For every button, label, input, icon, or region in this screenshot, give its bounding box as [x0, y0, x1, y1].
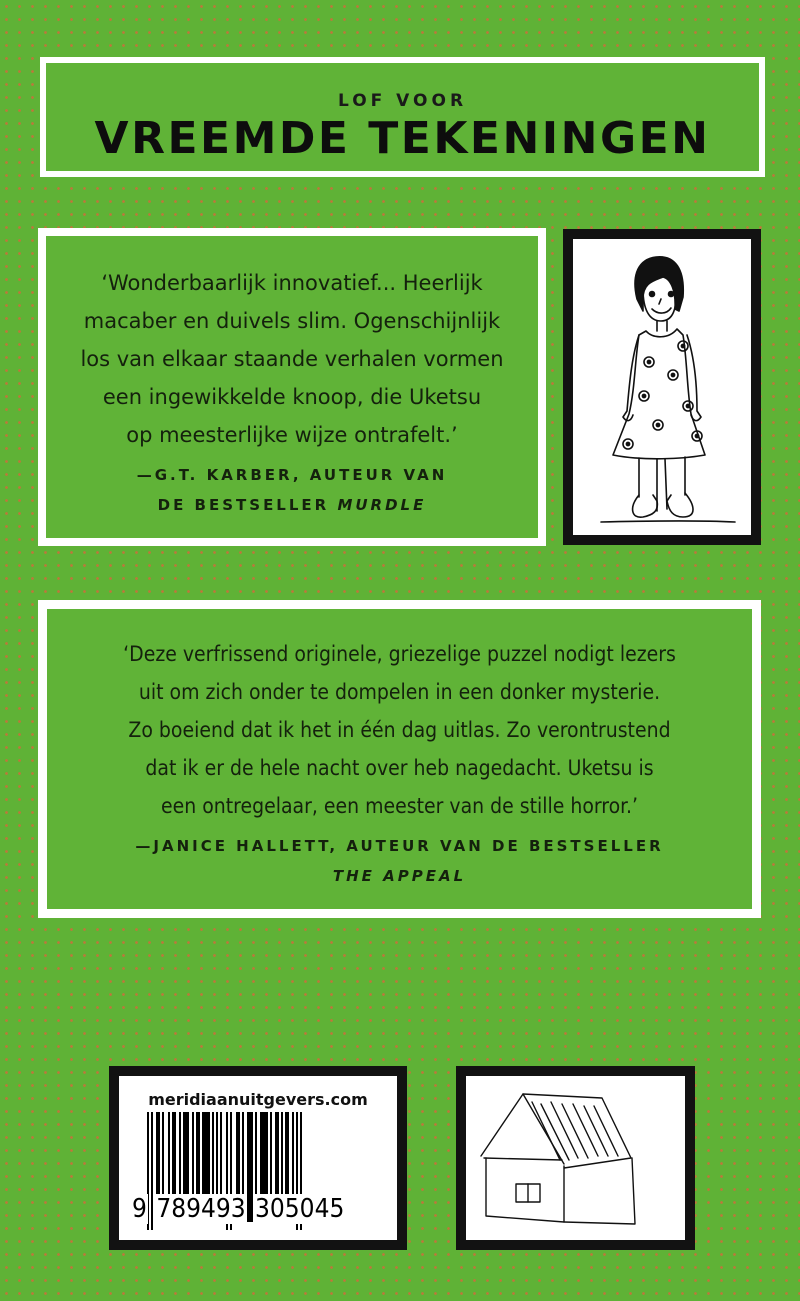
girl-illustration-frame	[563, 229, 761, 545]
review-1-attribution	[46, 460, 538, 520]
quote-line: macaber en duivels slim. Ogenschijnlijk	[83, 309, 501, 333]
barcode-frame	[109, 1066, 407, 1250]
review-2-panel	[47, 609, 752, 909]
attribution-line: —G.T. KARBER, AUTEUR VAN	[136, 466, 448, 484]
header-frame	[40, 57, 765, 177]
book-name: MURDLE	[337, 496, 427, 514]
house-illustration	[466, 1076, 685, 1240]
quote-line: ‘Deze verfrissend originele, griezelige puzzel nodigt lezers	[123, 642, 676, 666]
isbn-group-2: 305045	[255, 1194, 345, 1224]
review-2-quote	[47, 635, 752, 825]
isbn-number	[131, 1194, 345, 1224]
barcode-panel	[119, 1076, 397, 1240]
quote-line: los van elkaar staande verhalen vormen	[80, 347, 504, 371]
quote-line: op meesterlijke wijze ontrafelt.’	[126, 423, 458, 447]
review-2-attribution	[47, 831, 752, 891]
book-title: VREEMDE TEKENINGEN	[94, 113, 711, 164]
house-illustration-frame	[456, 1066, 695, 1250]
review-2-frame	[38, 600, 761, 918]
review-1-panel	[46, 236, 538, 538]
book-name: THE APPEAL	[332, 867, 467, 885]
review-1-quote	[46, 264, 538, 454]
isbn-group-1: 789493	[156, 1194, 246, 1224]
header-panel	[46, 63, 759, 171]
house-drawing-icon	[466, 1076, 685, 1240]
girl-drawing-icon	[573, 239, 751, 535]
attribution-text: DE BESTSELLER	[157, 496, 338, 514]
attribution-line: —JANICE HALLETT, AUTEUR VAN DE BESTSELLER	[135, 837, 664, 855]
quote-line: ‘Wonderbaarlijk innovatief... Heerlijk	[101, 271, 483, 295]
review-1-frame	[38, 228, 546, 546]
attribution-line	[46, 490, 538, 520]
quote-line: Zo boeiend dat ik het in één dag uitlas. Zo verontrustend	[128, 718, 671, 742]
quote-line: dat ik er de hele nacht over heb nagedacht. Uketsu is	[145, 756, 654, 780]
isbn-prefix: 9	[132, 1194, 147, 1224]
publisher-url[interactable]: meridiaanuitgevers.com	[148, 1090, 368, 1109]
quote-line: uit om zich onder te dompelen in een donker mysterie.	[138, 680, 661, 704]
attribution-line	[47, 861, 752, 891]
quote-line: een ingewikkelde knoop, die Uketsu	[102, 385, 482, 409]
quote-line: een ontregelaar, een meester van de stille horror.’	[160, 794, 638, 818]
girl-illustration	[573, 239, 751, 535]
header-subtitle: LOF VOOR	[337, 91, 468, 111]
